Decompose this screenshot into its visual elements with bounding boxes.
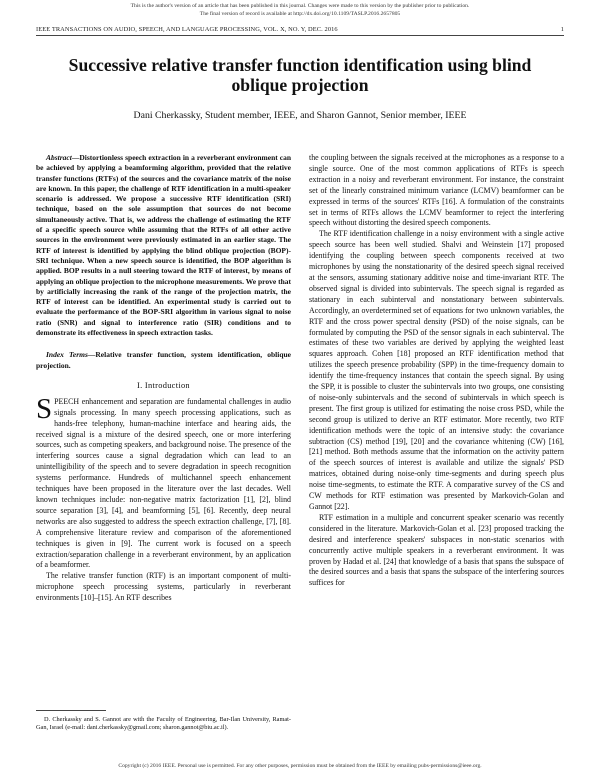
abstract-label: Abstract xyxy=(46,153,72,162)
preprint-notice-line1: This is the author's version of an article that has been published in this journal. Changes were made to this version by the publisher prior to publication. xyxy=(130,3,470,9)
abstract: Abstract—Distortionless speech extraction in a reverberant environment can be achieved by applying a beamforming algorithm, provided that the relative transfer functions (RTFs) of the sources and the covariance matrix of the noise are known. In this paper, the challenge of RTF identification in a multi-speaker scenario is addressed. We propose a successive RTF identification (SRI) technique, based on the sole assumption that sources do not become simultaneously active. That is, we address the challenge of estimating the RTF of a specific speech source while assuming that the RTFs of all other active sources in the environment were previously estimated in an earlier stage. The RTF of interest is identified by applying the blind oblique projection (BOP)-SRI technique. When a new speech source is identified, the BOP algorithm is applied. BOP results in a null steering toward the RTF of interest, by means of applying an oblique projection to the microphone measurements. We prove that by artificially increasing the rank of the range of the projection matrix, the RTF of interest can be identified. An experimental study is carried out to evaluate the performance of the BOP-SRI algorithm in various signal to noise ratio (SNR) and signal to interference ratio (SIR) conditions and to demonstrate its effectiveness in speech extraction tasks. xyxy=(36,153,291,338)
right-paragraph-1: the coupling between the signals received at the microphones as a response to a single source. One of the most common applications of RTFs is speech extraction in a noisy and reverberant environment. For instance, the constraint set of the linearly constrained minimum variance (LCMV) beamformer can be expressed in terms of the sources' RTFs [16]. A formulation of the constraints set in terms of RTFs allows the LCMV beamformer to reject the interfering speech without distorting the desired speech components. xyxy=(309,153,564,228)
preprint-notice-line2: The final version of record is available at http://dx.doi.org/10.1109/TASLP.2016.2657805 xyxy=(199,11,401,17)
intro-paragraph-1 xyxy=(36,392,291,572)
index-terms-text: Relative transfer function, system identification, oblique projection. xyxy=(36,350,291,370)
intro-paragraph-1-text: enhancement and separation are fundamental challenges in audio signals processing. In many speech processing applications, such as hands-free telephony, human-machine interface and hearing aids, the received signal is a mixture of the desired speech, one or more interfering sources, such as competing speakers, and background noise. The presence of the interfering sources cause a signal degradation which can lead to an unintelligibility of the speech and to severe degradation in speech recognition systems performance. Hundreds of multichannel speech enhancement techniques have been proposed in the literature over the last decades. Well known techniques include: non-negative matrix factorization [1], [2], blind source separation [3], [4], and beamforming [5], [6]. Recently, deep neural networks are also suggested to address the speech extraction challenge, [7], [8]. A comprehensive literature review and comparison of the aforementioned techniques is given in [9]. The current work is focused on a speech extraction/separation challenge in a reverberant environment, by an application of a beamformer. xyxy=(36,396,291,570)
intro-paragraph-2: The relative transfer function (RTF) is an important component of multi-microphone speech processing systems, particularly in reverberant environments [10]–[15]. An RTF describes xyxy=(36,571,291,603)
header-rule xyxy=(36,35,564,36)
page-number: 1 xyxy=(560,26,564,33)
left-column xyxy=(36,153,291,604)
author-line: Dani Cherkassky, Student member, IEEE, and Sharon Gannot, Senior member, IEEE xyxy=(133,110,467,121)
index-terms: Index Terms—Relative transfer function, system identification, oblique projection. xyxy=(36,350,291,370)
right-paragraph-2: The RTF identification challenge in a noisy environment with a single active speech source has been well studied. Shalvi and Weinstein [17] proposed identifying the coupling between speech components received at two microphones by using the nonstationarity of the desired speech signal received at the sensors, assuming stationary additive noise and time-invariant RTF. The observed signal is divided into subintervals. The speech signal is regarded as stationary in each subinterval and nonstationary between subintervals. Accordingly, an overdetermined set of equations for two unknown variables, the RTF and the cross power spectral density (PSD) of the noise signals, can be formulated by computing the PSD of the sensor signals in each subinterval. The estimates of these two variables are derived by applying the weighted least squares approach. Cohen [18] proposed an RTF identification method that utilizes the speech presence probability (SPP) in the time-frequency domain to identify the time-frequency instances that contain the speech signal. By using the SPP, it is possible to cluster the subintervals into two groups, one consisting of noise-only subintervals and the second of subintervals in which speech is present. The first group is utilized for estimating the noise cross PSD, while the second group is utilized to derive an RTF estimator. More recently, two RTF identification methods were the topic of an intensive study: the covariance subtraction (CS) method [19], [20] and the covariance whitening (CW) [16], [21] method. Both methods assume that the information on the activity pattern of the speech sources of interest is available and utilize the signals' PSD matrices, obtained during noise-only time-segments and during speech plus noise time-segments, to estimate the RTF. A comparative survey of the CS and CW methods for RTF estimation was presented by Markovich-Golan and Gannot [22]. xyxy=(309,229,564,511)
right-column xyxy=(309,153,564,589)
paper-title: Successive relative transfer function identification using blind oblique projection xyxy=(68,55,532,95)
copyright-notice: Copyright (c) 2016 IEEE. Personal use is permitted. For any other purposes, permission must be obtained from the IEEE by emailing pubs-permissions@ieee.org. xyxy=(118,763,482,769)
intro-lead-word: PEECH xyxy=(54,396,80,406)
journal-name: IEEE TRANSACTIONS ON AUDIO, SPEECH, AND LANGUAGE PROCESSING, VOL. X, NO. Y, DEC. 2016 xyxy=(36,26,338,33)
footnote-text: D. Cherkassky and S. Gannot are with the Faculty of Engineering, Bar-Ilan University, Ramat-Gan, Israel (e-mail: dani.cherkassky@gmail.com; sharon.gannot@biu.ac.il). xyxy=(36,716,291,732)
section-heading: I. Introduction xyxy=(137,380,190,390)
index-terms-label: Index Terms xyxy=(46,350,88,360)
right-paragraph-3: RTF estimation in a multiple and concurrent speaker scenario was recently considered in the literature. Markovich-Golan et al. [23] proposed tracking the desired and interference speakers' subspaces in non-static scenarios with concurrently active multiple speakers in a reverberant environment. It was proven by Hadad et al. [24] that knowledge of a basis that spans the subspace of the desired sources and a basis that spans the subspace of the interfering sources suffices for xyxy=(309,512,564,588)
footnote-rule xyxy=(36,710,106,711)
abstract-text: Distortionless speech extraction in a reverberant environment can be achieved by applying a beamforming algorithm, provided that the relative transfer functions (RTFs) of the sources and the covariance matrix of the noise are known. In this paper, the challenge of RTF identification in a multi-speaker scenario is addressed. We propose a successive RTF identification (SRI) technique, based on the sole assumption that sources do not become simultaneously active. That is, we address the challenge of estimating the RTF of a specific speech source while assuming that the RTFs of all other active sources in the environment were previously estimated in an earlier stage. The RTF of interest is identified by applying the blind oblique projection (BOP)-SRI technique. When a new speech source is identified, the BOP algorithm is applied. BOP results in a null steering toward the RTF of interest, by means of applying an oblique projection to the microphone measurements. We prove that by artificially increasing the rank of the range of the projection matrix, the RTF of interest can be identified. An experimental study is carried out to evaluate the performance of the BOP-SRI algorithm in various signal to noise ratio (SNR) and signal to interference ratio (SIR) conditions and to demonstrate its effectiveness in speech extraction tasks. xyxy=(36,153,291,338)
footnote xyxy=(36,716,291,732)
drop-cap: S xyxy=(36,392,53,425)
running-header xyxy=(36,26,564,33)
